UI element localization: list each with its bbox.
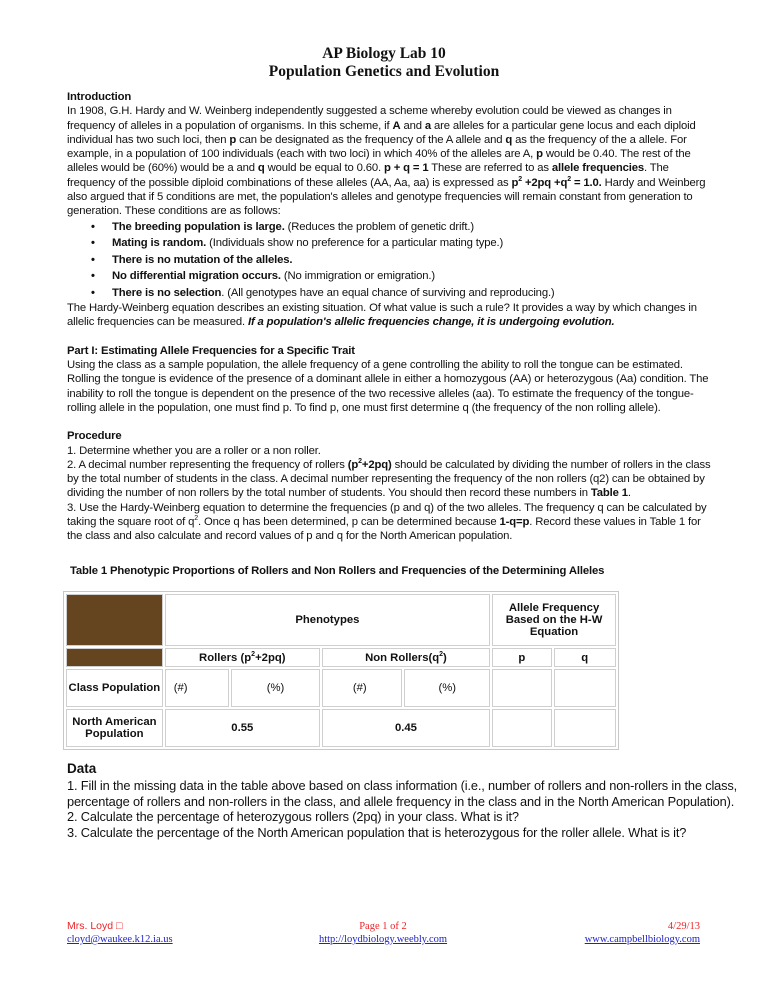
header-allele-frequency: Allele Frequency Based on the H-W Equation xyxy=(492,594,616,646)
condition-item: • No differential migration occurs. (No immigration or emigration.) xyxy=(67,268,717,285)
table-row-class xyxy=(66,669,616,707)
title-line-2: Population Genetics and Evolution xyxy=(268,63,500,80)
footer-email-link[interactable]: cloyd@waukee.k12.ia.us xyxy=(67,934,173,945)
part1-heading: Part I: Estimating Allele Frequencies for a Specific Trait xyxy=(67,344,355,357)
hardy-weinberg-paragraph: The Hardy-Weinberg equation describes an existing situation. Of what value is such a rule? It provides a way by which changes in allelic frequencies can be measured. If a population's allelic frequencies change, it is undergoing evolution. xyxy=(67,302,697,329)
class-p-cell[interactable] xyxy=(492,669,551,707)
header-p: p xyxy=(492,648,551,667)
footer-right xyxy=(480,920,700,946)
data-question-3: 3. Calculate the percentage of the North American population that is heterozygous for the roller allele. What is it? xyxy=(67,824,687,840)
conditions-list xyxy=(67,219,717,302)
footer-date: 4/29/13 xyxy=(667,921,700,932)
data-questions xyxy=(67,778,747,840)
condition-item: • The breeding population is large. (Reduces the problem of genetic drift.) xyxy=(67,219,717,236)
row-label-north-american: North American Population xyxy=(66,709,163,747)
bullet-icon: • xyxy=(91,286,95,299)
table-row-north-american xyxy=(66,709,616,747)
header-q: q xyxy=(554,648,617,667)
phenotype-table xyxy=(63,591,619,750)
na-rollers-cell: 0.55 xyxy=(165,709,320,747)
document-title xyxy=(0,45,768,81)
footer-center xyxy=(268,920,498,946)
header-phenotypes: Phenotypes xyxy=(165,594,490,646)
part1-paragraph: Using the class as a sample population, the allele frequency of a gene controlling the ability to roll the tongue can be estimated. Rolling the tongue is evidence of the presence of a dominant allele in either a homozygous (AA) or heterozygous (Aa) condition. The inability to roll the tongue is dependent on the presence of the two recessive alleles (aa). To estimate the frequency of the tongue-rolling allele in the population, one must find p. To find p, one must first determine q (the frequency of the non rolling allele). xyxy=(67,359,709,414)
class-rollers-count-cell[interactable]: (#) xyxy=(165,669,229,707)
header-rollers: Rollers $(p^2+2pq)$ xyxy=(165,648,320,667)
bullet-icon: • xyxy=(91,237,95,250)
subheader-corner-fill xyxy=(66,648,163,667)
title-line-1: AP Biology Lab 10 xyxy=(322,45,446,62)
row-label-class: Class Population xyxy=(66,669,163,707)
footer-site-link[interactable]: http://loydbiology.weebly.com xyxy=(318,934,448,945)
condition-item: • There is no mutation of the alleles. xyxy=(67,252,717,269)
procedure-step-3: 3. Use the Hardy-Weinberg equation to determine the frequencies (p and q) of the two alleles. The frequency q can be calculated by taking the square root of $q^2$. Once q has been determined, p can be determined because 1-q=p. Record these values in Table 1 for the class and also calculate and record values of p and q for the North American population. xyxy=(67,501,707,543)
condition-item: • There is no selection. (All genotypes have an equal chance of surviving and reproducing.) xyxy=(67,285,717,302)
introduction-paragraph: In 1908, G.H. Hardy and W. Weinberg independently suggested a scheme whereby evolution could be viewed as changes in frequency of alleles in a population of organisms. In this scheme, if A and a are alleles for a particular gene locus and each diploid individual has two such loci, then p can be designated as the frequency of the A allele and q as the frequency of the a allele. For example, in a population of 100 individuals (each with two loci) in which 40% of the alleles are A, p would be 0.40. The rest of the alleles would be (60%) would be a and q would be equal to 0.60. p + q = 1 These are referred to as allele frequencies. The frequency of the possible diploid combinations of these alleles (AA, Aa, aa) is expressed as $p^2 +2pq +q^2 = 1.0$. Hardy and Weinberg also argued that if 5 conditions are met, the population's alleles and genotype frequencies will remain constant from generation to generation. These conditions are as follows: xyxy=(67,105,706,218)
procedure-step-2: 2. A decimal number representing the frequency of rollers $(p^2+2pq)$ should be calculated by dividing the number of rollers in the class by the total number of students in the class. A decimal number representing the frequency of the non rollers (q2) can be obtained by dividing the number of non rollers by the total number of students. You should then record these numbers in Table 1. xyxy=(67,458,711,500)
bullet-icon: • xyxy=(91,270,95,283)
na-nonrollers-cell: 0.45 xyxy=(322,709,490,747)
footer-author: Mrs. Loyd □ xyxy=(67,920,123,932)
bullet-icon: • xyxy=(91,220,95,233)
header-non-rollers: Non $Rollers(q^2)$ xyxy=(322,648,490,667)
main-content xyxy=(67,90,717,544)
data-heading: Data xyxy=(67,761,97,776)
procedure-heading: Procedure xyxy=(67,430,122,443)
header-corner-fill xyxy=(66,594,163,646)
footer-page-number: Page 1 of 2 xyxy=(359,921,407,932)
condition-item: • Mating is random. (Individuals show no preference for a particular mating type.) xyxy=(67,235,717,252)
bullet-icon: • xyxy=(91,253,95,266)
class-rollers-percent-cell[interactable]: (%) xyxy=(231,669,320,707)
na-q-cell[interactable] xyxy=(554,709,617,747)
footer-campbell-link[interactable]: www.campbellbiology.com xyxy=(584,934,700,945)
table-caption: Table 1 Phenotypic Proportions of Rollers and Non Rollers and Frequencies of the Determining Alleles xyxy=(70,565,605,577)
procedure-step-1: 1. Determine whether you are a roller or a non roller. xyxy=(67,444,321,457)
class-nonrollers-percent-cell[interactable]: (%) xyxy=(404,669,490,707)
class-nonrollers-count-cell[interactable]: (#) xyxy=(322,669,403,707)
na-p-cell[interactable] xyxy=(492,709,551,747)
class-q-cell[interactable] xyxy=(554,669,617,707)
data-question-1: 1. Fill in the missing data in the table above based on class information (i.e., number of rollers and non-rollers in the class, percentage of rollers and non-rollers in the class, and allele frequency in the class and in the North American Population). xyxy=(67,778,738,809)
data-question-2: 2. Calculate the percentage of heterozygous rollers (2pq) in your class. What is it? xyxy=(67,809,519,824)
footer-left xyxy=(67,920,173,946)
introduction-heading: Introduction xyxy=(67,91,132,103)
